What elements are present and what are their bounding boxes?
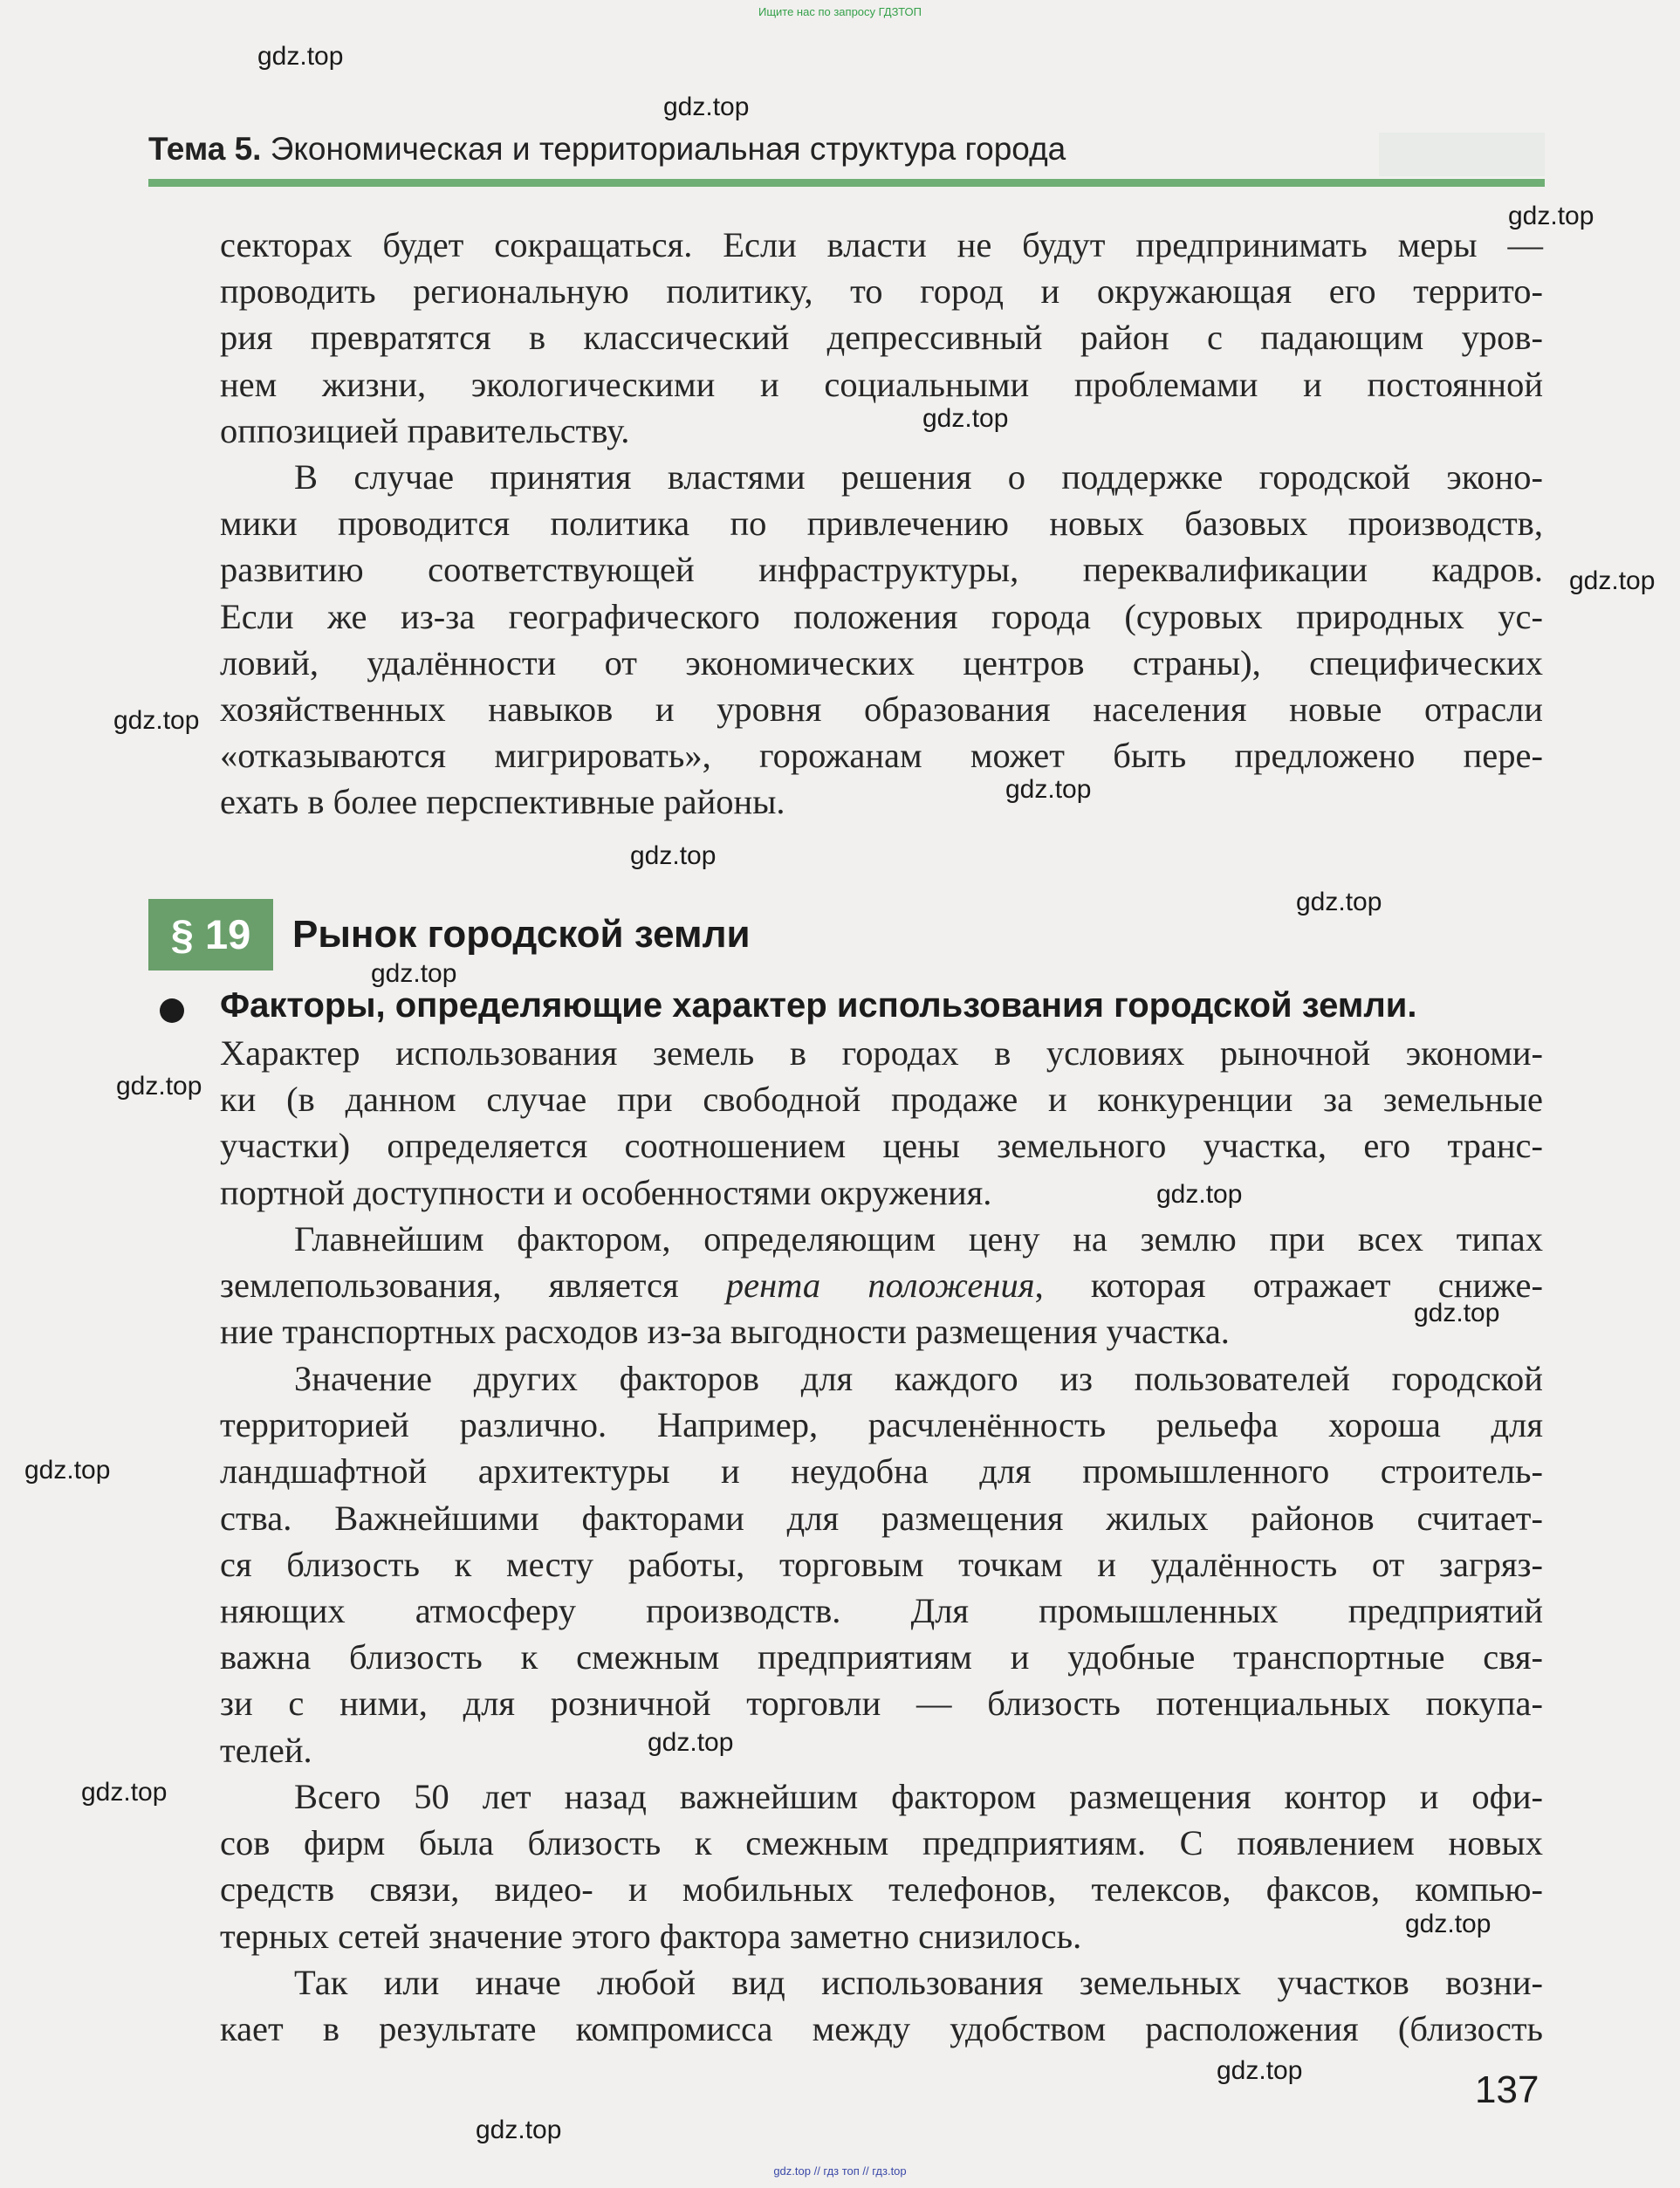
paragraph-3 [220,1030,1543,1216]
header-topic: Тема 5. [148,131,262,167]
text-line: ства. Важнейшими факторами для размещения жилых районов считает- [220,1498,1543,1538]
term-rent-of-position: рента положения [725,1265,1035,1306]
paragraph-4 [220,1216,1543,1355]
watermark: gdz.top [1414,1299,1500,1327]
text-line: Если же из-за географического положения города (суровых природных ус- [220,596,1543,636]
watermark: gdz.top [1217,2056,1303,2085]
watermark: gdz.top [630,841,717,870]
header-rule [148,179,1545,187]
bottom-note: gdz.top // гдз топ // гдз.top [773,2164,907,2178]
paragraph-7 [220,1959,1543,2052]
text-fragment: , которая отражает сниже- [1034,1265,1543,1306]
text-line: Всего 50 лет назад важнейшим фактором размещения контор и офи- [294,1777,1543,1816]
text-line: средств связи, видео- и мобильных телефонов, телексов, факсов, компью- [220,1869,1543,1910]
text-line: развитию соответствующей инфраструктуры, переквалификации кадров. [220,550,1543,590]
watermark: gdz.top [663,93,750,121]
text-line: ловий, удалённости от экономических центров страны), специфических [220,642,1543,682]
text-line: проводить региональную политику, то город и окружающая его террито- [220,271,1543,312]
watermark: gdz.top [371,959,457,988]
bullet-icon [160,998,184,1023]
watermark: gdz.top [1296,888,1382,916]
watermark: gdz.top [648,1728,734,1757]
text-line: телей. [220,1730,312,1770]
header-shade [1379,133,1545,176]
header-title: Экономическая и территориальная структура города [270,131,1066,167]
watermark: gdz.top [1405,1910,1491,1938]
paragraph-1 [220,222,1543,454]
text-line: сов фирм была близость к смежным предприятиям. С появлением новых [220,1823,1543,1863]
top-search-note: Ищите нас по запросу ГДЗТОП [758,5,922,18]
text-line: терных сетей значение этого фактора заметно снизилось. [220,1916,1082,1956]
text-line: секторах будет сокращаться. Если власти не будут предпринимать меры — [220,225,1543,264]
text-line: хозяйственных навыков и уровня образования населения новые отрасли [220,689,1543,729]
watermark: gdz.top [1005,775,1092,804]
text-line: няющих атмосферу производств. Для промышленных предприятий [220,1590,1543,1630]
watermark: gdz.top [1156,1180,1243,1209]
text-line: портной доступности и особенностями окружения. [220,1172,992,1212]
watermark: gdz.top [257,42,344,71]
factors-heading: Факторы, определяющие характер использования городской земли. [220,986,1417,1025]
text-line: ехать в более перспективные районы. [220,782,785,822]
paragraph-6 [220,1773,1543,1959]
watermark: gdz.top [476,2116,562,2144]
watermark: gdz.top [24,1456,111,1485]
text-line: важна близость к смежным предприятиям и удобные транспортные свя- [220,1637,1543,1677]
watermark: gdz.top [922,404,1009,433]
text-line: Главнейшим фактором, определяющим цену на землю при всех типах [294,1219,1543,1259]
text-line: Характер использования земель в городах в условиях рыночной экономи- [220,1033,1543,1073]
watermark: gdz.top [1508,202,1594,230]
page-header [148,131,1066,168]
paragraph-5 [220,1355,1543,1773]
text-line: нем жизни, экологическими и социальными проблемами и постоянной [220,364,1543,404]
text-line [220,1262,1543,1308]
watermark: gdz.top [1569,566,1656,595]
text-line: ки (в данном случае при свободной продаже и конкуренции за земельные [220,1080,1543,1120]
text-line: рия превратятся в классический депрессивный район с падающим уров- [220,318,1543,358]
text-line: территорией различно. Например, расчленённость рельефа хороша для [220,1405,1543,1445]
text-line: оппозицией правительству. [220,410,630,450]
text-line: кает в результате компромисса между удобством расположения (близость [220,2009,1543,2049]
text-line: участки) определяется соотношением цены земельного участка, его транс- [220,1126,1543,1166]
section-number: § 19 [170,911,251,957]
text-fragment: землепользования, является [220,1265,726,1306]
text-line: ландшафтной архитектуры и неудобна для промышленного строитель- [220,1451,1543,1492]
text-line: ся близость к месту работы, торговым точкам и удалённость от загряз- [220,1544,1543,1584]
text-line: ние транспортных расходов из-за выгодности размещения участка. [220,1312,1230,1352]
text-line: В случае принятия властями решения о поддержке городской эконо- [294,457,1543,497]
watermark: gdz.top [116,1072,202,1101]
text-line: Так или иначе любой вид использования земельных участков возни- [294,1963,1543,2002]
watermark: gdz.top [81,1778,168,1807]
text-line: зи с ними, для розничной торговли — близость потенциальных покупа- [220,1684,1543,1724]
text-line: Значение других факторов для каждого из пользователей городской [294,1359,1543,1398]
text-line: «отказываются мигрировать», горожанам может быть предложено пере- [220,736,1543,776]
page-number: 137 [1475,2068,1539,2111]
text-line: мики проводится политика по привлечению новых базовых производств, [220,504,1543,544]
watermark: gdz.top [113,706,200,735]
paragraph-2 [220,454,1543,826]
section-title: Рынок городской земли [292,913,751,956]
